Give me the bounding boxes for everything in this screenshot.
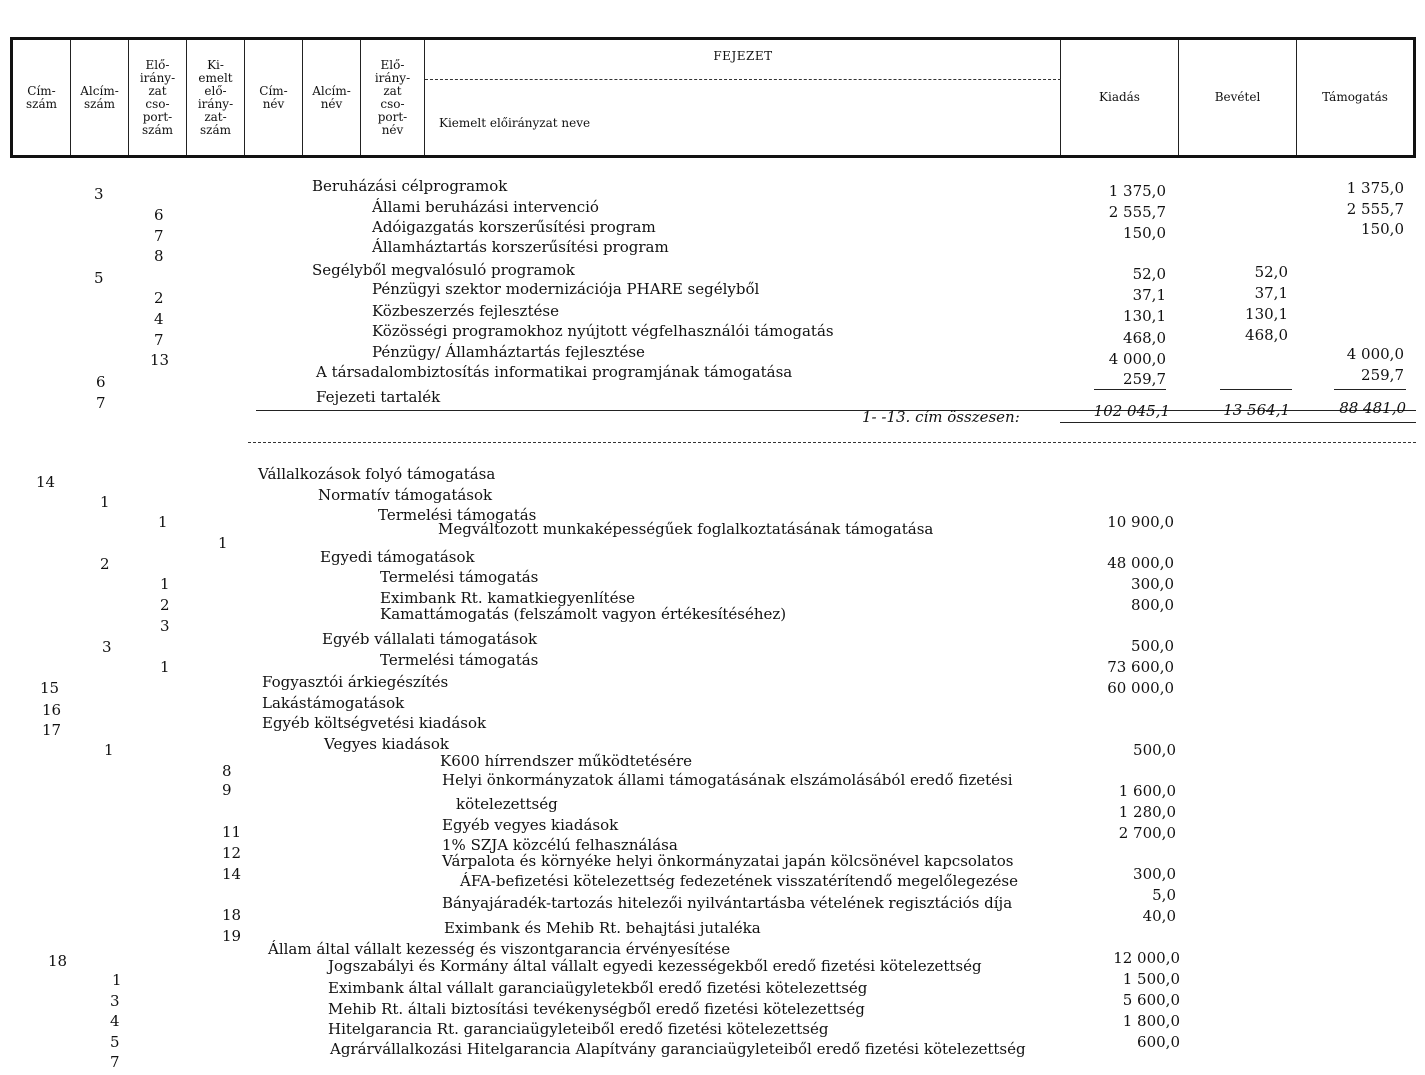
row-tamogatas: 150,0 <box>1361 220 1404 238</box>
subtotal-rule-kiadas <box>1094 389 1166 390</box>
row-name: Egyéb költségvetési kiadások <box>262 714 487 732</box>
row-name: Adóigazgatás korszerűsítési program <box>372 218 656 236</box>
row-name: Beruházási célprogramok <box>312 177 508 195</box>
total-kiadas: 102 045,1 <box>1093 402 1170 420</box>
row-name: Segélyből megvalósuló programok <box>312 261 575 279</box>
row-code: 3 <box>102 638 112 656</box>
row-code: 14 <box>222 865 242 883</box>
row-kiadas: 48 000,0 <box>1107 554 1174 572</box>
row-code: 14 <box>36 473 56 491</box>
header-fejezet-divider <box>425 79 1061 80</box>
row-code: 1 <box>160 575 170 593</box>
row-kiadas: 300,0 <box>1131 575 1174 593</box>
section-divider <box>248 442 1416 443</box>
total-tamogatas: 88 481,0 <box>1339 399 1406 417</box>
row-name: Pénzügyi szektor modernizációja PHARE segélyből <box>372 280 760 298</box>
row-kiadas: 1 375,0 <box>1108 182 1166 200</box>
total-bevetel: 13 564,1 <box>1223 401 1290 419</box>
row-code: 5 <box>94 269 104 287</box>
table-header <box>10 37 1416 158</box>
header-cimnev <box>245 40 303 155</box>
row-name: Termelési támogatás <box>378 506 537 524</box>
row-kiadas: 60 000,0 <box>1107 679 1174 697</box>
row-code: 1 <box>104 741 114 759</box>
row-code: 4 <box>110 1012 120 1030</box>
row-code: 6 <box>96 373 106 391</box>
row-code: 2 <box>154 289 164 307</box>
row-name: Bányajáradék-tartozás hitelezői nyilvántartásba vételének regisztációs díja <box>442 894 1013 912</box>
header-eloiranyzat-csoport-nev-label: Elő- irány- zat cso- port- név <box>374 57 411 137</box>
row-name: Mehib Rt. általi biztosítási tevékenységből eredő fizetési kötelezettség <box>328 1000 865 1018</box>
row-code: 15 <box>40 679 60 697</box>
row-kiadas: 5,0 <box>1152 886 1176 904</box>
row-kiadas: 4 000,0 <box>1108 350 1166 368</box>
row-name: Vállalkozások folyó támogatása <box>258 465 496 483</box>
row-name: Államháztartás korszerűsítési program <box>372 238 669 256</box>
row-name: Helyi önkormányzatok állami támogatásának elszámolásából eredő fizetési <box>442 771 1013 789</box>
header-kiemelt-eloiranyzat-neve: Kiemelt előirányzat neve <box>439 116 591 130</box>
row-bevetel: 468,0 <box>1245 326 1288 344</box>
row-kiadas: 130,1 <box>1123 307 1166 325</box>
row-name: Közösségi programokhoz nyújtott végfelhasználói támogatás <box>372 322 834 340</box>
header-kiemelt-eloiranyzat-szam <box>187 40 245 155</box>
row-kiadas: 1 600,0 <box>1118 782 1176 800</box>
row-kiadas: 5 600,0 <box>1122 991 1180 1009</box>
row-kiadas: 2 700,0 <box>1118 824 1176 842</box>
header-alcimnev <box>303 40 361 155</box>
row-name: Agrárvállalkozási Hitelgarancia Alapítvány garanciaügyleteiből eredő fizetési kötelezettség <box>330 1040 1026 1058</box>
row-name: Jogszabályi és Kormány által vállalt egyedi kezességekből eredő fizetési kötelezettség <box>328 957 982 975</box>
header-cimszam-label: Cím- szám <box>25 83 57 111</box>
row-kiadas: 2 555,7 <box>1108 203 1166 221</box>
row-code: 8 <box>154 247 164 265</box>
row-kiadas: 12 000,0 <box>1113 949 1180 967</box>
header-eloiranyzat-csoport-szam-label: Elő- irány- zat cso- port- szám <box>139 57 176 137</box>
row-bevetel: 130,1 <box>1245 305 1288 323</box>
row-kiadas: 800,0 <box>1131 596 1174 614</box>
row-kiadas: 600,0 <box>1137 1033 1180 1051</box>
row-code: 9 <box>222 781 232 799</box>
row-code: 3 <box>94 185 104 203</box>
row-name: Egyéb vegyes kiadások <box>442 816 619 834</box>
row-name: Eximbank által vállalt garanciaügyletekből eredő fizetési kötelezettség <box>328 979 868 997</box>
header-kiadas <box>1061 40 1179 155</box>
subtotal-rule-bevetel <box>1220 389 1292 390</box>
row-code: 3 <box>110 992 120 1010</box>
row-bevetel: 37,1 <box>1254 284 1288 302</box>
row-name: Eximbank és Mehib Rt. behajtási jutaléka <box>444 919 761 937</box>
header-cimszam <box>13 40 71 155</box>
header-bevetel <box>1179 40 1297 155</box>
row-kiadas: 1 500,0 <box>1122 970 1180 988</box>
row-name: ÁFA-befizetési kötelezettség fedezetének visszatérítendő megelőlegezése <box>460 872 1019 890</box>
row-name: Termelési támogatás <box>380 651 539 669</box>
row-bevetel: 52,0 <box>1254 263 1288 281</box>
header-kiadas-label: Kiadás <box>1099 90 1140 104</box>
total-label: 1- -13. cím összesen: <box>862 408 1020 426</box>
row-code: 1 <box>100 493 110 511</box>
header-eloiranyzat-csoport-szam <box>129 40 187 155</box>
row-code: 17 <box>42 721 62 739</box>
row-name: Eximbank Rt. kamatkiegyenlítése <box>380 589 636 607</box>
row-name: Vegyes kiadások <box>324 735 449 753</box>
row-kiadas: 259,7 <box>1123 370 1166 388</box>
row-kiadas: 150,0 <box>1123 224 1166 242</box>
row-name: Közbeszerzés fejlesztése <box>372 302 559 320</box>
header-tamogatas <box>1297 40 1413 155</box>
row-name: Egyedi támogatások <box>320 548 475 566</box>
row-code: 1 <box>112 971 122 989</box>
row-code: 7 <box>154 331 164 349</box>
row-tamogatas: 4 000,0 <box>1346 345 1404 363</box>
row-tamogatas: 259,7 <box>1361 366 1404 384</box>
header-cimnev-label: Cím- név <box>259 83 288 111</box>
row-code: 18 <box>48 952 68 970</box>
row-name: Hitelgarancia Rt. garanciaügyleteiből eredő fizetési kötelezettség <box>328 1020 829 1038</box>
row-kiadas: 1 800,0 <box>1122 1012 1180 1030</box>
row-code: 7 <box>110 1053 120 1071</box>
row-tamogatas: 1 375,0 <box>1346 179 1404 197</box>
row-kiadas: 1 280,0 <box>1118 803 1176 821</box>
row-code: 5 <box>110 1033 120 1051</box>
row-code: 1 <box>218 534 228 552</box>
row-code: 1 <box>160 658 170 676</box>
header-alcimszam-label: Alcím- szám <box>80 83 119 111</box>
row-name: 1% SZJA közcélú felhasználása <box>442 836 678 854</box>
row-code: 4 <box>154 310 164 328</box>
header-alcimszam <box>71 40 129 155</box>
row-name: Normatív támogatások <box>318 486 493 504</box>
row-code: 19 <box>222 927 242 945</box>
row-name: Termelési támogatás <box>380 568 539 586</box>
row-kiadas: 73 600,0 <box>1107 658 1174 676</box>
row-tamogatas: 2 555,7 <box>1346 200 1404 218</box>
row-kiadas: 500,0 <box>1133 741 1176 759</box>
row-name: Lakástámogatások <box>262 694 405 712</box>
row-code: 2 <box>100 555 110 573</box>
row-name: Megváltozott munkaképességűek foglalkoztatásának támogatása <box>438 520 934 538</box>
row-name: Várpalota és környéke helyi önkormányzatai japán kölcsönével kapcsolatos <box>442 852 1014 870</box>
row-kiadas: 468,0 <box>1123 329 1166 347</box>
row-code: 13 <box>150 351 170 369</box>
row-name: Pénzügy/ Államháztartás fejlesztése <box>372 343 645 361</box>
row-kiadas: 40,0 <box>1142 907 1176 925</box>
row-code: 3 <box>160 617 170 635</box>
row-code: 18 <box>222 906 242 924</box>
row-code: 7 <box>154 227 164 245</box>
row-code: 8 <box>222 762 232 780</box>
row-code: 2 <box>160 596 170 614</box>
header-tamogatas-label: Támogatás <box>1322 90 1388 104</box>
row-kiadas: 37,1 <box>1132 286 1166 304</box>
row-name: kötelezettség <box>456 795 558 813</box>
header-bevetel-label: Bevétel <box>1214 90 1261 104</box>
subtotal-rule-tamogatas <box>1334 389 1406 390</box>
row-name: Kamattámogatás (felszámolt vagyon értékesítéséhez) <box>380 605 787 623</box>
row-name: Egyéb vállalati támogatások <box>322 630 538 648</box>
total-rule-bottom <box>1060 422 1416 423</box>
header-eloiranyzat-csoport-nev <box>361 40 425 155</box>
row-code: 11 <box>222 823 242 841</box>
row-name: Fogyasztói árkiegészítés <box>262 673 449 691</box>
row-code: 16 <box>42 701 62 719</box>
row-kiadas: 52,0 <box>1132 265 1166 283</box>
row-code: 6 <box>154 206 164 224</box>
header-kiemelt-eloiranyzat-szam-label: Ki- emelt elő- irány- zat- szám <box>197 57 234 137</box>
row-code: 12 <box>222 844 242 862</box>
header-fejezet: FEJEZET <box>713 49 773 63</box>
row-kiadas: 500,0 <box>1131 637 1174 655</box>
row-name: Állami beruházási intervenció <box>372 198 599 216</box>
row-name: A társadalombiztosítás informatikai programjának támogatása <box>316 363 793 381</box>
row-kiadas: 300,0 <box>1133 865 1176 883</box>
row-name: Fejezeti tartalék <box>316 388 441 406</box>
row-kiadas: 10 900,0 <box>1107 513 1174 531</box>
row-code: 1 <box>158 513 168 531</box>
row-name: Állam által vállalt kezesség és viszontgarancia érvényesítése <box>268 940 731 958</box>
row-code: 7 <box>96 394 106 412</box>
header-alcimnev-label: Alcím- név <box>312 83 351 111</box>
row-name: K600 hírrendszer működtetésére <box>440 752 692 770</box>
